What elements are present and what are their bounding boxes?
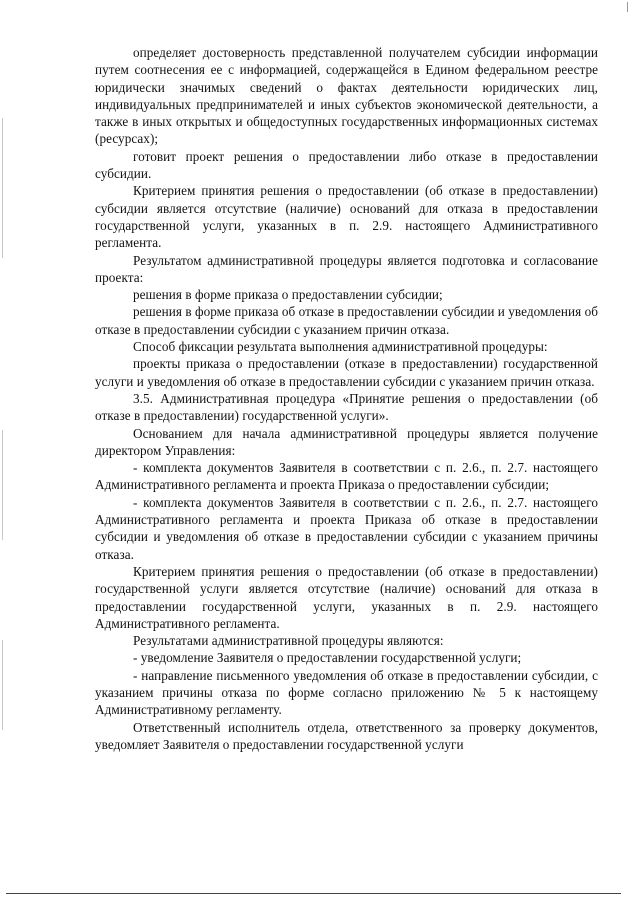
- page-bottom-rule: [6, 893, 621, 894]
- scan-edge-mark: [2, 640, 3, 730]
- list-item: - уведомление Заявителя о предоставлении государственной услуги;: [133, 650, 522, 666]
- scan-edge-mark: [2, 430, 3, 540]
- paragraph: определяет достоверность представленной получателем субсидии информации путем соотнесения ее с информацией, содержащейся в Едином федеральном реестре юридически значимых сведений о фактах деятельности юридических лиц, индивидуальных предпринимателей и иных субъектов экономической деятельности, а также в иных открытых и общедоступных государственных информационных системах (ресурсах);: [95, 45, 598, 147]
- list-item: - комплекта документов Заявителя в соответствии с п. 2.6., п. 2.7. настоящего Административного регламента и проекта Приказа о предоставлении субсидии;: [95, 460, 598, 493]
- paragraph: Критерием принятия решения о предоставлении (об отказе в предоставлении) государственной услуги является отсутствие (наличие) оснований для отказа в предоставлении государственной услуги, указанных в п. 2.9. настоящего Административного регламента.: [95, 563, 598, 631]
- list-item: - направление письменного уведомления об отказе в предоставлении субсидии, с указанием причины отказа по форме согласно приложению № 5 к настоящему Административному регламенту.: [95, 667, 598, 718]
- list-item: - комплекта документов Заявителя в соответствии с п. 2.6., п. 2.7. настоящего Административного регламента и проекта Приказа об отказе в предоставлении субсидии и уведомления об отказе в предоставлении субсидии с указанием причины отказа.: [95, 494, 598, 562]
- section-heading-paragraph: 3.5. Административная процедура «Принятие решения о предоставлении (об отказе в предоставлении) государственной услуги».: [95, 390, 598, 424]
- paragraph: Критерием принятия решения о предоставлении (об отказе в предоставлении) субсидии является отсутствие (наличие) оснований для отказа в предоставлении государственной услуги, указанных в п. 2.9. настоящего Административного регламента.: [95, 183, 598, 251]
- paragraph: Способ фиксации результата выполнения административной процедуры:: [133, 339, 548, 355]
- paragraph: решения в форме приказа о предоставлении субсидии;: [133, 287, 443, 303]
- paragraph: Результатом административной процедуры является подготовка и согласование проекта:: [95, 252, 598, 285]
- paragraph: проекты приказа о предоставлении (отказе в предоставлении) государственной услуги и уведомления об отказе в предоставлении субсидии с указанием причин отказа.: [95, 356, 598, 389]
- scan-edge-mark: [2, 118, 3, 258]
- paragraph: Результатами административной процедуры являются:: [133, 633, 444, 649]
- paragraph: готовит проект решения о предоставлении либо отказе в предоставлении субсидии.: [95, 148, 598, 182]
- paragraph: Основанием для начала административной процедуры является получение директором Управления:: [95, 425, 598, 458]
- document-body: [95, 44, 598, 753]
- scan-mark: [627, 2, 628, 12]
- paragraph: решения в форме приказа об отказе в предоставлении субсидии и уведомления об отказе в предоставлении субсидии с указанием причин отказа.: [95, 304, 598, 337]
- paragraph: Ответственный исполнитель отдела, ответственного за проверку документов, уведомляет Заявителя о предоставлении государственной услуги: [95, 719, 598, 752]
